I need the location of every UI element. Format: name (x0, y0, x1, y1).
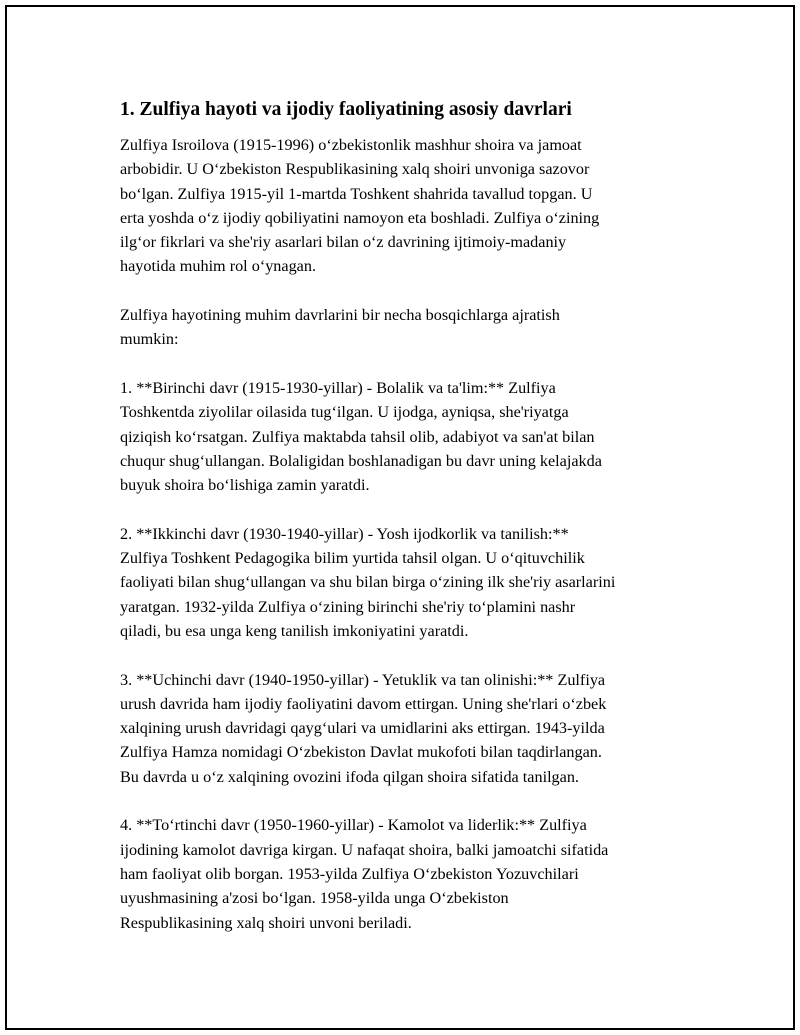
text-line: yaratgan. 1932-yilda Zulfiya o‘zining birinchi she'riy to‘plamini nashr (120, 597, 576, 616)
period-4-paragraph (120, 813, 700, 934)
text-line: 2. **Ikkinchi davr (1930-1940-yillar) - Yosh ijodkorlik va tanilish:** (120, 524, 569, 543)
text-line: chuqur shug‘ullangan. Bolaligidan boshlanadigan bu davr uning kelajakda (120, 451, 602, 470)
text-line: bo‘lgan. Zulfiya 1915-yil 1-martda Toshkent shahrida tavallud topgan. U (120, 184, 593, 203)
text-line: arbobidir. U O‘zbekiston Respublikasining xalq shoiri unvoniga sazovor (120, 160, 590, 179)
text-line: mumkin: (120, 330, 179, 349)
text-line: qiziqish ko‘rsatgan. Zulfiya maktabda tahsil olib, adabiyot va san'at bilan (120, 427, 595, 446)
text-line: buyuk shoira bo‘lishiga zamin yaratdi. (120, 476, 370, 495)
text-line: Respublikasining xalq shoiri unvoni beriladi. (120, 913, 412, 932)
text-line: Toshkentda ziyolilar oilasida tug‘ilgan. U ijodga, ayniqsa, she'riyatga (120, 403, 569, 422)
text-line: 1. **Birinchi davr (1915-1930-yillar) - Bolalik va ta'lim:** Zulfiya (120, 378, 556, 397)
text-line: Zulfiya hayotining muhim davrlarini bir necha bosqichlarga ajratish (120, 306, 560, 325)
period-1-paragraph (120, 376, 700, 497)
document-body (120, 97, 700, 959)
text-line: uyushmasining a'zosi bo‘lgan. 1958-yilda unga O‘zbekiston (120, 889, 509, 908)
periods-intro-paragraph (120, 303, 700, 352)
text-line: faoliyati bilan shug‘ullangan va shu bilan birga o‘zining ilk she'riy asarlarini (120, 573, 616, 592)
text-line: urush davrida ham ijodiy faoliyatini davom ettirgan. Uning she'rlari o‘zbek (120, 694, 607, 713)
document-title: 1. Zulfiya hayoti va ijodiy faoliyatining asosiy davrlari (120, 99, 572, 120)
text-line: ilg‘or fikrlari va she'riy asarlari bilan o‘z davrining ijtimoiy-madaniy (120, 233, 567, 252)
text-line: qiladi, bu esa unga keng tanilish imkoniyatini yaratdi. (120, 621, 469, 640)
page-frame (5, 5, 795, 1030)
intro-paragraph (120, 133, 700, 279)
period-3-paragraph (120, 668, 700, 789)
text-line: Zulfiya Toshkent Pedagogika bilim yurtida tahsil olgan. U o‘qituvchilik (120, 549, 585, 568)
text-line: erta yoshda o‘z ijodiy qobiliyatini namoyon eta boshladi. Zulfiya o‘zining (120, 208, 600, 227)
text-line: xalqining urush davridagi qayg‘ulari va umidlarini aks ettirgan. 1943-yilda (120, 719, 605, 738)
text-line: Zulfiya Hamza nomidagi O‘zbekiston Davlat mukofoti bilan taqdirlangan. (120, 743, 602, 762)
text-line: ham faoliyat olib borgan. 1953-yilda Zulfiya O‘zbekiston Yozuvchilari (120, 864, 579, 883)
text-line: Bu davrda u o‘z xalqining ovozini ifoda qilgan shoira sifatida tanilgan. (120, 767, 579, 786)
text-line: hayotida muhim rol o‘ynagan. (120, 257, 317, 276)
text-line: 4. **To‘rtinchi davr (1950-1960-yillar) - Kamolot va liderlik:** Zulfiya (120, 816, 587, 835)
text-line: 3. **Uchinchi davr (1940-1950-yillar) - Yetuklik va tan olinishi:** Zulfiya (120, 670, 606, 689)
text-line: Zulfiya Isroilova (1915-1996) o‘zbekistonlik mashhur shoira va jamoat (120, 136, 582, 154)
text-line: ijodining kamolot davriga kirgan. U nafaqat shoira, balki jamoatchi sifatida (120, 840, 609, 859)
period-2-paragraph (120, 522, 700, 643)
